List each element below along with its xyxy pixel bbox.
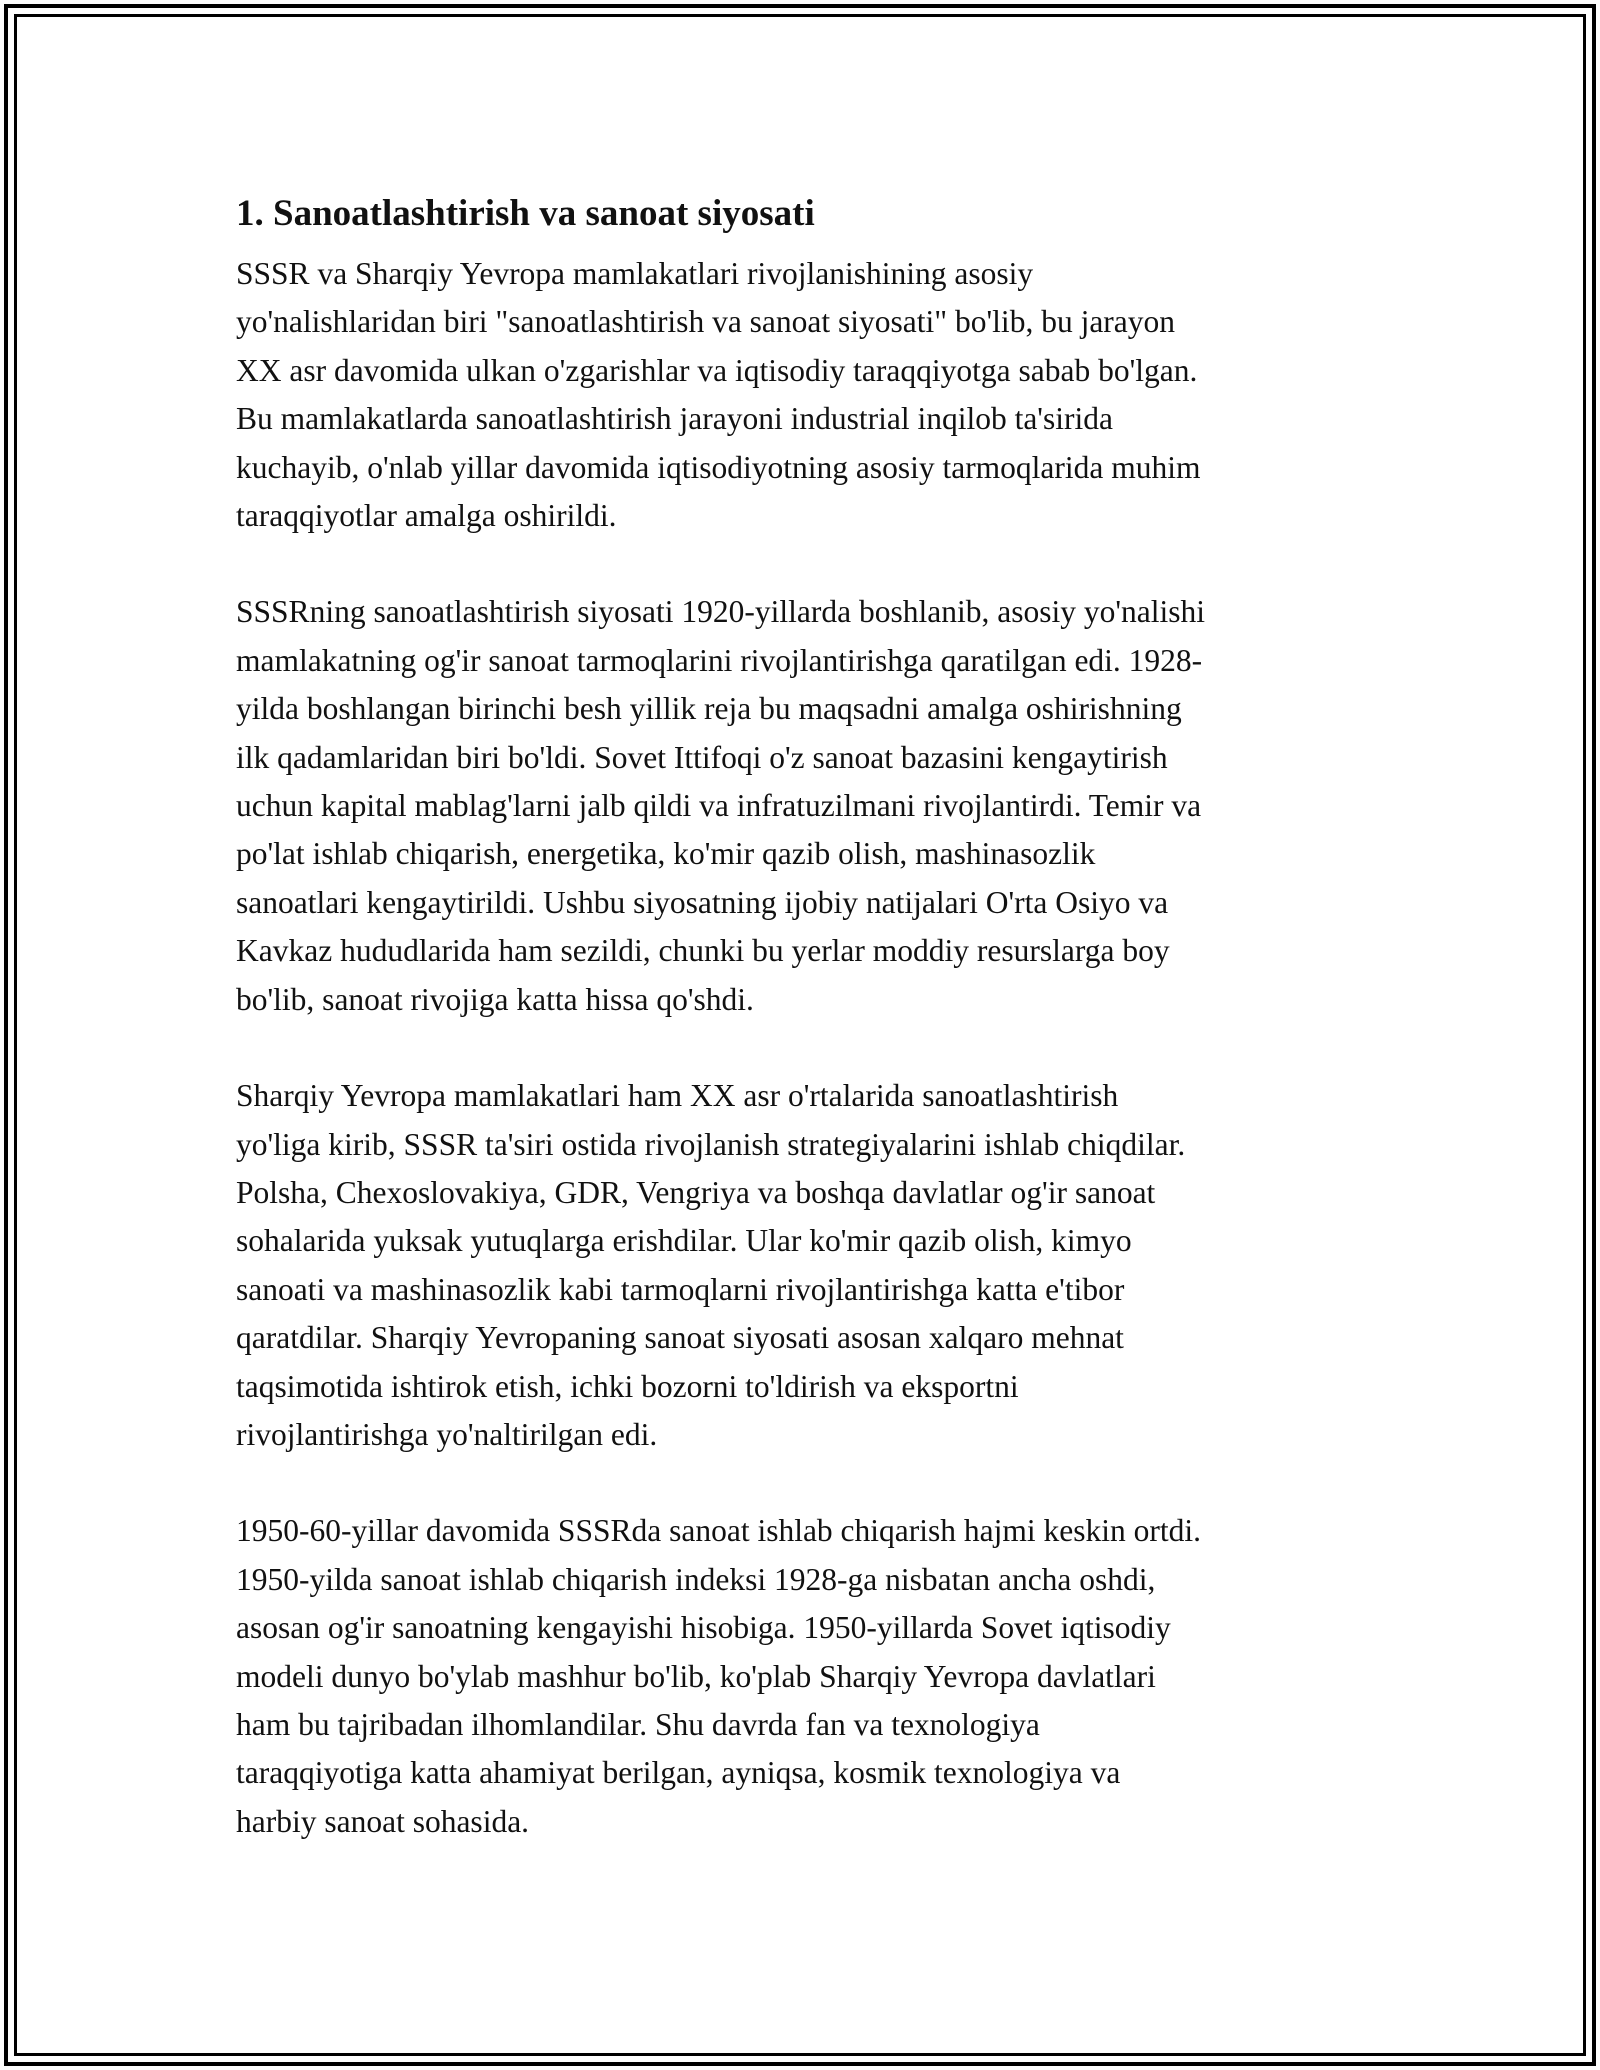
text-line: bo'lib, sanoat rivojiga katta hissa qo'shdi. (236, 981, 754, 1017)
document-body (236, 186, 1366, 1894)
text-line: Sharqiy Yevropa mamlakatlari ham XX asr o'rtalarida sanoatlashtirish (236, 1078, 1119, 1114)
text-line: Kavkaz hududlarida ham sezildi, chunki bu yerlar moddiy resurslarga boy (236, 933, 1170, 969)
text-line: yo'liga kirib, SSSR ta'siri ostida rivojlanish strategiyalarini ishlab chiqdilar. (236, 1126, 1186, 1162)
text-line: asosan og'ir sanoatning kengayishi hisobiga. 1950-yillarda Sovet iqtisodiy (236, 1610, 1171, 1646)
text-line: kuchayib, o'nlab yillar davomida iqtisodiyotning asosiy tarmoqlarida muhim (236, 449, 1201, 485)
paragraph-3 (236, 1072, 1366, 1459)
text-line: 1950-60-yillar davomida SSSRda sanoat ishlab chiqarish hajmi keskin ortdi. (236, 1513, 1201, 1549)
text-line: yilda boshlangan birinchi besh yillik reja bu maqsadni amalga oshirishning (236, 691, 1182, 727)
text-line: XX asr davomida ulkan o'zgarishlar va iqtisodiy taraqqiyotga sabab bo'lgan. (236, 352, 1198, 388)
text-line: qaratdilar. Sharqiy Yevropaning sanoat siyosati asosan xalqaro mehnat (236, 1320, 1124, 1356)
paragraph-4 (236, 1507, 1366, 1846)
text-line: sanoati va mashinasozlik kabi tarmoqlarni rivojlantirishga katta e'tibor (236, 1271, 1125, 1307)
text-line: taraqqiyotlar amalga oshirildi. (236, 498, 617, 534)
text-line: sohalarida yuksak yutuqlarga erishdilar. Ular ko'mir qazib olish, kimyo (236, 1223, 1132, 1259)
text-line: harbiy sanoat sohasida. (236, 1803, 530, 1839)
text-line: SSSR va Sharqiy Yevropa mamlakatlari rivojlanishining asosiy (236, 256, 1034, 291)
text-line: taqsimotida ishtirok etish, ichki bozorni to'ldirish va eksportni (236, 1368, 1019, 1404)
text-line: po'lat ishlab chiqarish, energetika, ko'mir qazib olish, mashinasozlik (236, 836, 1096, 872)
text-line: uchun kapital mablag'larni jalb qildi va infratuzilmani rivojlantirdi. Temir va (236, 788, 1202, 824)
section-title: 1. Sanoatlashtirish va sanoat siyosati (236, 193, 815, 234)
paragraph-1 (236, 250, 1366, 540)
text-line: Bu mamlakatlarda sanoatlashtirish jarayoni industrial inqilob ta'sirida (236, 401, 1113, 437)
text-line: taraqqiyotiga katta ahamiyat berilgan, ayniqsa, kosmik texnologiya va (236, 1755, 1121, 1791)
text-line: ilk qadamlaridan biri bo'ldi. Sovet Ittifoqi o'z sanoat bazasini kengaytirish (236, 739, 1168, 775)
text-line: yo'nalishlaridan biri "sanoatlashtirish va sanoat siyosati" bo'lib, bu jarayon (236, 304, 1176, 340)
text-line: Polsha, Chexoslovakiya, GDR, Vengriya va boshqa davlatlar og'ir sanoat (236, 1174, 1156, 1210)
paragraph-2 (236, 588, 1366, 1024)
text-line: mamlakatning og'ir sanoat tarmoqlarini rivojlantirishga qaratilgan edi. 1928- (236, 642, 1203, 678)
text-line: ham bu tajribadan ilhomlandilar. Shu davrda fan va texnologiya (236, 1706, 1040, 1742)
text-line: modeli dunyo bo'ylab mashhur bo'lib, ko'plab Sharqiy Yevropa davlatlari (236, 1658, 1156, 1694)
text-line: sanoatlari kengaytirildi. Ushbu siyosatning ijobiy natijalari O'rta Osiyo va (236, 884, 1169, 920)
text-line: rivojlantirishga yo'naltirilgan edi. (236, 1416, 658, 1452)
text-line: 1950-yilda sanoat ishlab chiqarish indeksi 1928-ga nisbatan ancha oshdi, (236, 1561, 1156, 1597)
text-line: SSSRning sanoatlashtirish siyosati 1920-yillarda boshlanib, asosiy yo'nalishi (236, 594, 1206, 630)
